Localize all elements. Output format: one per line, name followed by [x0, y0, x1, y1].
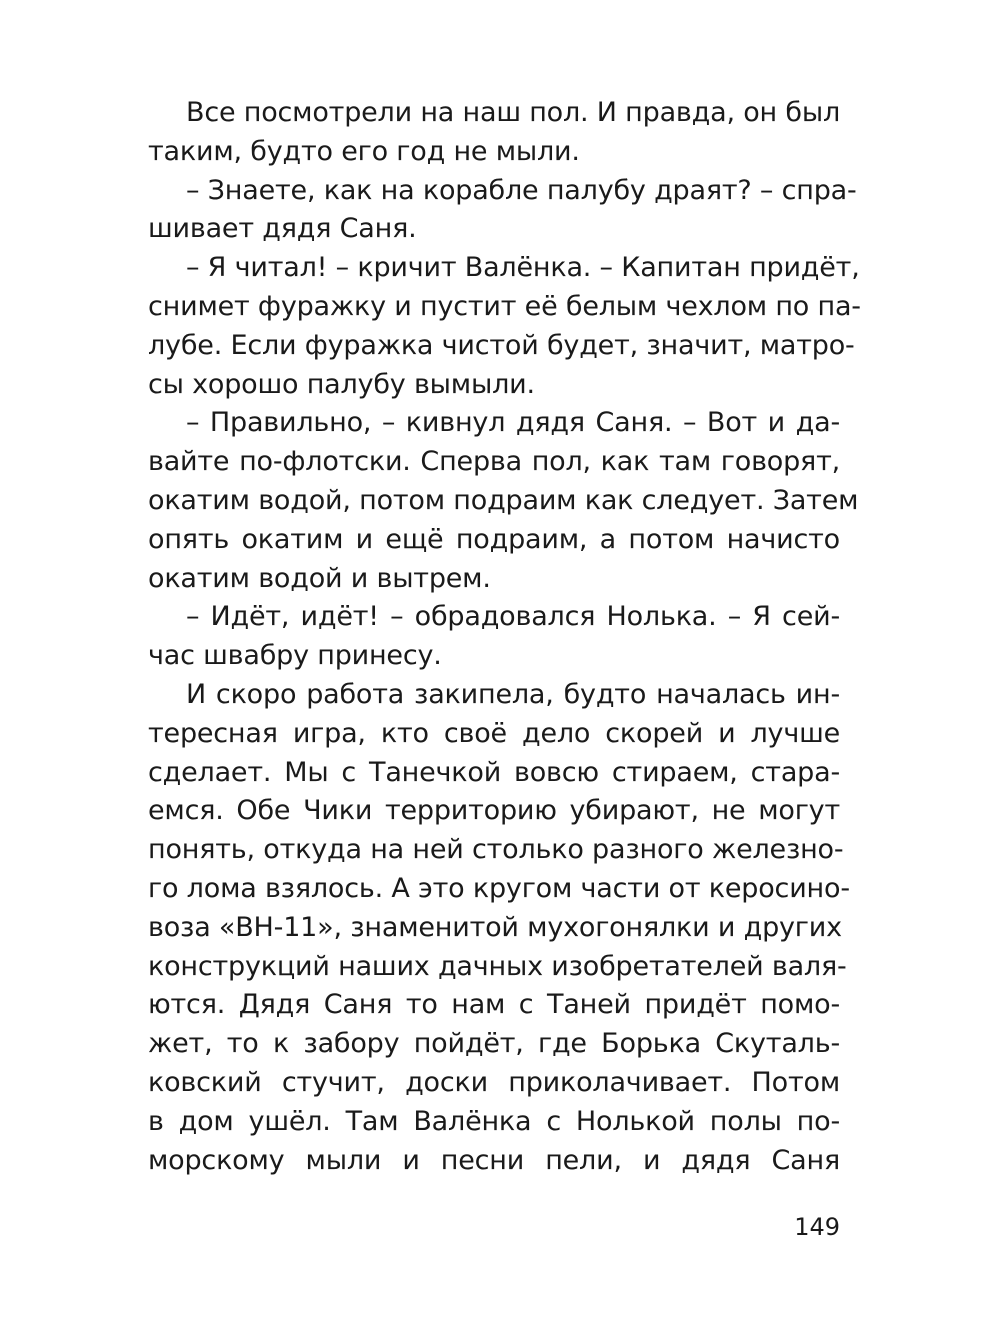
text-line: ются. Дядя Саня то нам с Таней придёт помо- [148, 989, 840, 1021]
text-line: морскому мыли и песни пели, и дядя Саня [148, 1144, 840, 1176]
text-line: – Я читал! – кричит Валёнка. – Капитан придёт, [186, 252, 860, 284]
text-line: окатим водой и вытрем. [148, 562, 491, 594]
text-line: час швабру принесу. [148, 640, 442, 672]
text-line: воза «ВН-11», знаменитой мухогонялки и других [148, 911, 842, 943]
text-line: тересная игра, кто своё дело скорей и лучше [148, 717, 840, 749]
text-line: сделает. Мы с Танечкой вовсю стираем, стара- [148, 756, 840, 788]
text-line: жет, то к забору пойдёт, где Борька Скуталь- [148, 1028, 840, 1060]
text-line: го лома взялось. А это кругом части от керосино- [148, 872, 850, 904]
text-line: таким, будто его год не мыли. [148, 135, 580, 167]
text-line: – Идёт, идёт! – обрадовался Нолька. – Я сей- [186, 601, 840, 633]
text-line: шивает дядя Саня. [148, 213, 417, 245]
text-line: в дом ушёл. Там Валёнка с Нолькой полы по- [148, 1105, 840, 1137]
page-number: 149 [794, 1213, 840, 1241]
text-line: И скоро работа закипела, будто началась ин- [186, 678, 840, 710]
text-line: емся. Обе Чики территорию убирают, не могут [148, 795, 840, 827]
text-line: конструкций наших дачных изобретателей валя- [148, 950, 847, 982]
text-line: лубе. Если фуражка чистой будет, значит, матро- [148, 329, 855, 361]
text-line: Все посмотрели на наш пол. И правда, он был [186, 97, 840, 128]
text-line: вайте по-флотски. Сперва пол, как там говорят, [148, 446, 840, 478]
text-line: – Знаете, как на корабле палубу драят? – спра- [186, 174, 857, 206]
body-text [148, 94, 861, 1180]
text-line: снимет фуражку и пустит её белым чехлом по па- [148, 290, 861, 322]
text-line: – Правильно, – кивнул дядя Саня. – Вот и да- [186, 407, 840, 439]
text-line: окатим водой, потом подраим как следует. Затем [148, 484, 859, 516]
text-line: ковский стучит, доски приколачивает. Потом [148, 1066, 840, 1098]
text-line: опять окатим и ещё подраим, а потом начисто [148, 523, 840, 555]
text-line: сы хорошо палубу вымыли. [148, 368, 535, 400]
text-line: понять, откуда на ней столько разного железно- [148, 834, 844, 866]
